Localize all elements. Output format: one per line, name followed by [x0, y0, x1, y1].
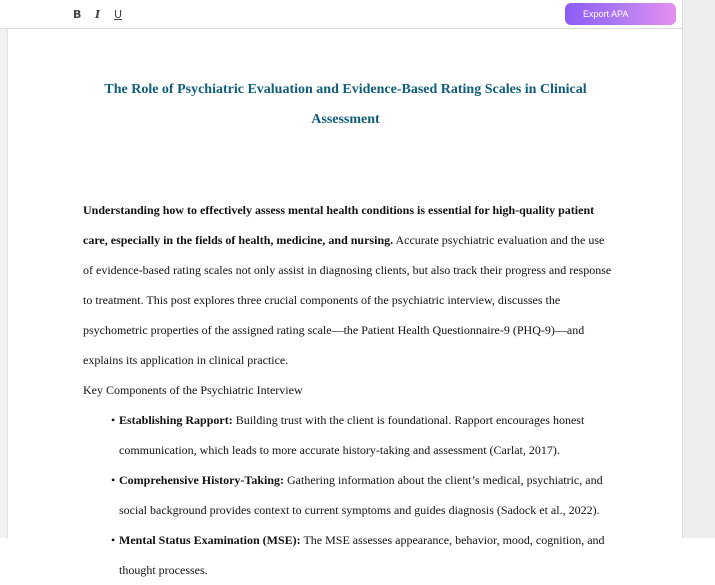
underline-button[interactable]: U	[114, 8, 123, 21]
vertical-scrollbar[interactable]	[682, 0, 715, 538]
bullet-marker: •	[111, 413, 116, 427]
list-item-term: Comprehensive History-Taking:	[119, 473, 285, 487]
list-item-text: The MSE assesses appearance, behavior, mood, cognition, and thought processes.	[119, 533, 605, 577]
bold-button[interactable]: B	[73, 8, 82, 21]
document-title: The Role of Psychiatric Evaluation and Evidence-Based Rating Scales in Clinical Assessment	[104, 82, 587, 127]
list-item-text: Gathering information about the client’s medical, psychiatric, and social background provides context to current symptoms and guides diagnosis (Sadock et al., 2022).	[119, 473, 603, 517]
list-item-text: Building trust with the client is foundational. Rapport encourages honest communication, which leads to more accurate history-taking and assessment (Carlat, 2017).	[119, 413, 585, 457]
section-heading: Key Components of the Psychiatric Interview	[83, 383, 303, 397]
document-body[interactable]	[83, 195, 613, 585]
list-item-term: Establishing Rapport:	[119, 413, 233, 427]
intro-bold-text: Understanding how to effectively assess mental health conditions is essential for high-quality patient care, especially in the fields of health, medicine, and nursing.	[83, 203, 595, 247]
intro-text: Accurate psychiatric evaluation and the use of evidence-based rating scales not only assist in diagnosing clients, but also track their progress and response to treatment. This post explores three crucial components of the psychiatric interview, discusses the psychometric properties of the assigned rating scale—the Patient Health Questionnaire-9 (PHQ-9)—and explains its application in clinical practice.	[83, 233, 612, 367]
list-item	[111, 465, 613, 525]
bullet-marker: •	[111, 473, 116, 487]
export-apa-button[interactable]: Export APA	[565, 3, 676, 25]
list-item-term: Mental Status Examination (MSE):	[119, 533, 301, 547]
italic-button[interactable]: I	[95, 8, 101, 21]
intro-paragraph	[83, 195, 613, 375]
list-item	[111, 525, 613, 585]
component-list	[83, 405, 613, 585]
list-item	[111, 405, 613, 465]
left-margin	[0, 29, 8, 538]
formatting-toolbar	[0, 0, 715, 29]
bullet-marker: •	[111, 533, 116, 547]
document-page[interactable]	[8, 29, 682, 577]
